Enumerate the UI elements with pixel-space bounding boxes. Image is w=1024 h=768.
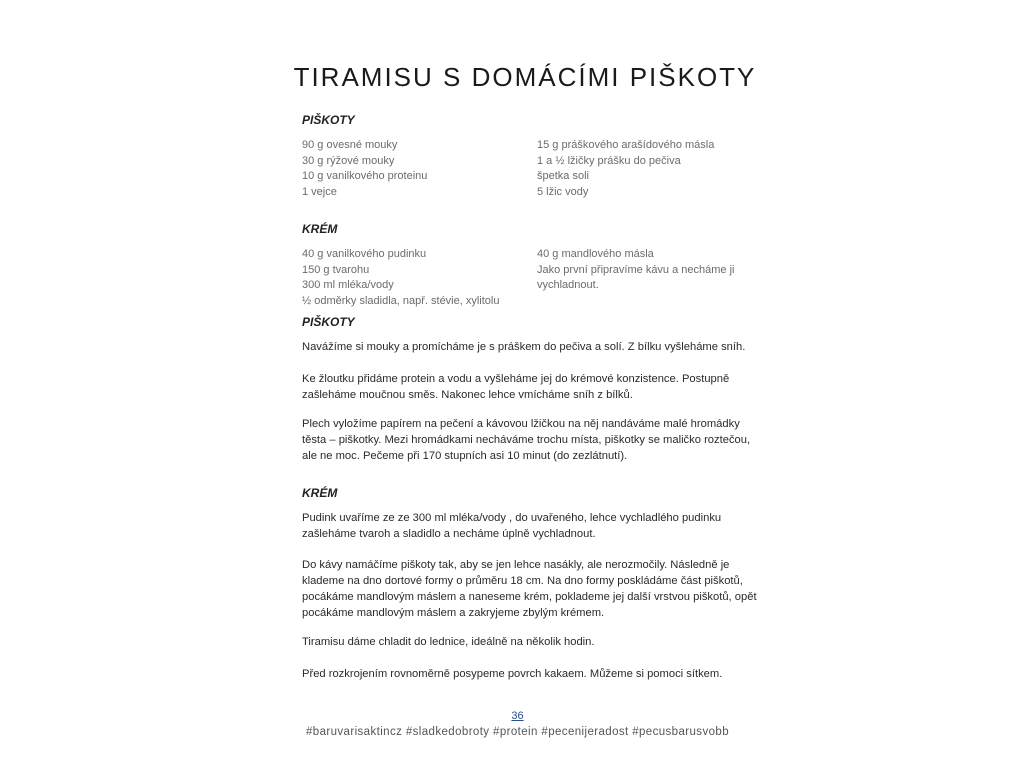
ingredient-item: 90 g ovesné mouky (302, 139, 398, 151)
ingredient-item: 300 ml mléka/vody (302, 279, 394, 291)
method-paragraph: Tiramisu dáme chladit do lednice, ideálně na několik hodin. (302, 636, 595, 648)
page-number-link[interactable]: 36 (511, 710, 524, 722)
method-paragraph: Pudink uvaříme ze ze 300 ml mléka/vody , do uvařeného, lehce vychladlého pudinku zašleháme tvaroh a sladidlo a necháme úplně vychladnout. (302, 512, 722, 540)
method-piskoty-heading: PIŠKOTY (302, 315, 355, 329)
ingredients-krem-heading: KRÉM (302, 222, 338, 236)
ingredient-item: 40 g mandlového másla (537, 248, 654, 260)
ingredients-piskoty-left-list (302, 138, 427, 200)
ingredient-item: 30 g rýžové mouky (302, 154, 395, 167)
ingredient-item: vychladnout. (537, 279, 599, 291)
ingredient-item: Jako první připravíme kávu a necháme ji (537, 263, 735, 276)
ingredients-krem-left-list (302, 247, 499, 309)
ingredients-piskoty-heading: PIŠKOTY (302, 113, 355, 127)
ingredient-item: 10 g vanilkového proteinu (302, 170, 428, 182)
method-paragraph: Ke žloutku přidáme protein a vodu a vyšleháme jej do krémové konzistence. Postupně zašleháme moučnou směs. Nakonec lehce vmícháme sníh z bílků. (302, 373, 730, 401)
ingredient-item: ½ odměrky sladidla, např. stévie, xylitolu (302, 294, 500, 307)
method-paragraph: Navážíme si mouky a promícháme je s práškem do pečiva a solí. Z bílku vyšleháme sníh. (302, 341, 746, 353)
method-paragraph: Do kávy namáčíme piškoty tak, aby se jen lehce nasákly, ale nerozmočily. Následně je klademe na dno dortové formy o průměru 18 cm. Na dno formy poskládáme část piškotů, pocákáme mandlovým máslem a naneseme krém, poklademe jej další vrstvou piškotů, opět pocákáme mandlovým máslem a zakryjeme zbylým krémem. (302, 559, 757, 619)
ingredient-item: 150 g tvarohu (302, 263, 370, 276)
ingredient-item: 5 lžic vody (537, 185, 589, 198)
ingredient-item: 15 g práškového arašídového másla (537, 139, 715, 151)
ingredient-item: 1 vejce (302, 185, 337, 198)
ingredient-item: 40 g vanilkového pudinku (302, 248, 427, 260)
method-krem-heading: KRÉM (302, 486, 338, 500)
hashtags-footer: #baruvarisaktincz #sladkedobroty #protein #pecenijeradost #pecusbarusvobb (305, 726, 729, 738)
page-title: TIRAMISU S DOMÁCÍMI PIŠKOTY (293, 62, 757, 92)
method-paragraph: Před rozkrojením rovnoměrně posypeme povrch kakaem. Můžeme si pomoci sítkem. (302, 668, 723, 680)
method-paragraph: Plech vyložíme papírem na pečení a kávovou lžičkou na něj nandáváme malé hromádky těsta – piškotky. Mezi hromádkami necháváme trochu místa, piškotky se maličko roztečou, ale ne moc. Pečeme při 170 stupních asi 10 minut (do zezlátnutí). (302, 418, 751, 462)
ingredients-krem-right-list (537, 247, 734, 294)
ingredient-item: 1 a ½ lžičky prášku do pečiva (537, 154, 681, 167)
ingredient-item: špetka soli (537, 170, 589, 182)
ingredients-piskoty-right-list (537, 138, 714, 200)
